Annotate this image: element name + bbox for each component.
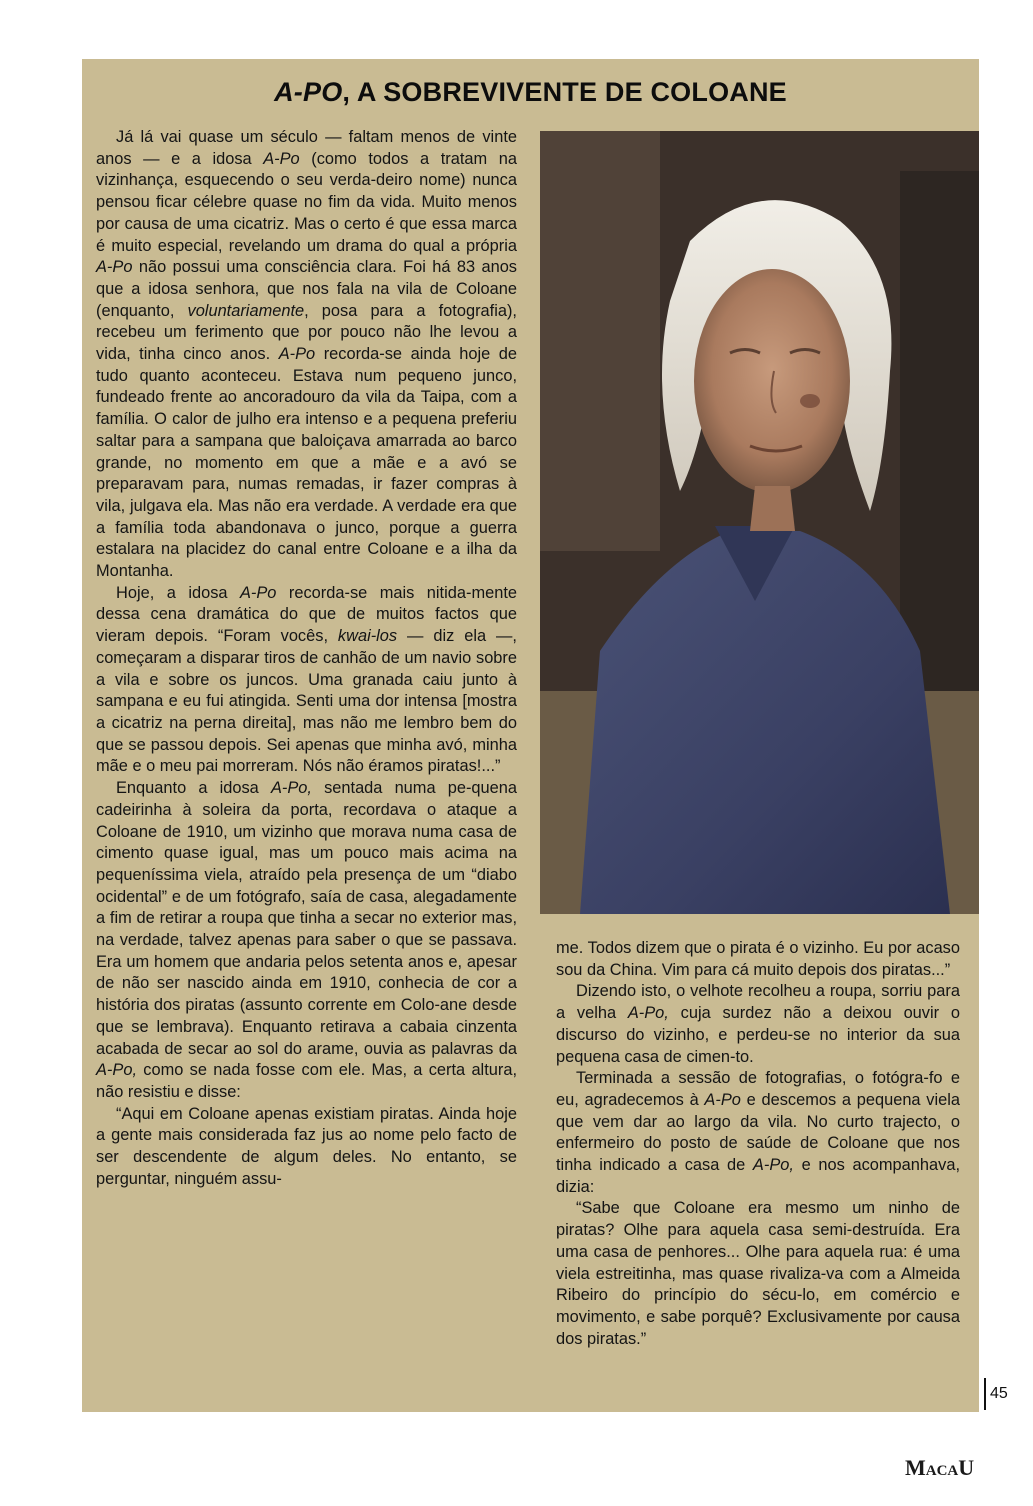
paragraph-text: não possui uma consciência clara. Foi há 83 anos que a idosa senhora, que nos fala na vila de Coloane (enquanto,: [96, 258, 517, 320]
paragraph-text: Terminada a sessão de fotografias, o fotógra-fo e eu, agradecemos à: [556, 1069, 960, 1109]
text-column-right: [556, 938, 960, 1350]
title-rest: , A SOBREVIVENTE DE COLOANE: [342, 77, 787, 107]
italic-name: A-Po,: [96, 1061, 137, 1080]
paragraph-5: me. Todos dizem que o pirata é o vizinho. Eu por acaso sou da China. Vim para cá muito depois dos piratas...”: [556, 939, 960, 979]
italic-name: A-Po: [239, 583, 277, 602]
article-title: [82, 76, 979, 108]
paragraph-text: como se nada fosse com ele. Mas, a certa altura, não resistiu e disse:: [96, 1061, 517, 1101]
paragraph-text: e descemos a pequena viela que vem dar ao largo da vila. No curto trajecto, o enfermeiro do posto de saúde de Coloane que nos tinha indicado a casa de: [556, 1090, 960, 1175]
paragraph-2: [96, 583, 517, 778]
paragraph-text: Dizendo isto, o velhote recolheu a roupa, sorriu para a velha: [556, 982, 960, 1023]
paragraph-text: cuja surdez não a deixou ouvir o discurso do vizinho, e perdeu-se no interior da sua pequena casa de cimen-to.: [556, 1004, 960, 1066]
italic-name: A-Po,: [627, 1004, 669, 1023]
paragraph-text: e nos acompanhava, dizia:: [556, 1156, 960, 1196]
paragraph-text: , posa para a fotografia), recebeu um ferimento que por pouco não lhe levou a vida, tinha cinco anos.: [96, 301, 517, 364]
paragraph-7: [556, 1068, 960, 1198]
italic-word: kwai-los: [337, 627, 398, 646]
italic-name: A-Po: [96, 258, 133, 277]
paragraph-3: [96, 778, 517, 1104]
paragraph-1: [96, 127, 517, 583]
paragraph-text: sentada numa pe-quena cadeirinha à soleira da porta, recordava o ataque a Coloane de 1910, um vizinho que morava numa casa de cimento quase igual, mas um pouco mais acima na pequeníssima viela, atraído pela presença de um “diabo ocidental” e de um fotógrafo, saía de casa, alegadamente a fim de retirar a roupa que tinha a secar no exterior mas, na verdade, talvez apenas para saber o que se passava. Era um homem que andaria pelos setenta anos e, apesar de não ser nascido ainda em 1910, conhecia de cor a história dos piratas (assunto corrente em Colo-ane desde que se lembrava). Enquanto retirava a cabaia cinzenta acabada de secar ao sol do arame, ouvia as palavras da: [96, 779, 517, 1058]
magazine-name: MacaU: [905, 1455, 975, 1480]
paragraph-text: (como todos a tratam na vizinhança, esquecendo o seu verda-deiro nome) nunca pensou ficar célebre quase no fim da vida. Muito menos por causa de uma cicatriz. Mas o certo é que essa marca é muito especial, revelando um drama do qual a própria: [96, 149, 517, 255]
paragraph-text: Já lá vai quase um século — faltam menos de vinte anos — e a idosa: [96, 128, 517, 168]
italic-name: A-Po,: [752, 1156, 794, 1175]
page-number: 45: [984, 1378, 1008, 1410]
paragraph-text: — diz ela —, começaram a disparar tiros de canhão de um navio sobre a vila e sobre os juncos. Uma granada caiu junto à sampana e eu fui atingida. Senti uma dor intensa [mostra a cicatriz na perna direita], mas não me lembro bem do que se passou depois. Sei apenas que minha avó, minha mãe e o meu pai morreram. Nós não éramos piratas!...”: [96, 627, 517, 776]
italic-name: A-Po: [278, 345, 316, 364]
title-italic: A-PO: [274, 77, 343, 107]
paragraph-6: [556, 981, 960, 1068]
italic-word: voluntariamente: [187, 301, 305, 320]
italic-name: A-Po: [263, 149, 300, 168]
paragraph-text: Hoje, a idosa: [116, 583, 240, 602]
paragraph-text: recorda-se ainda hoje de tudo quanto aconteceu. Estava num pequeno junco, fundeado frente ao ancoradouro da vila da Taipa, com a família. O calor de julho era intenso e a pequena preferiu saltar para a sampana que baloiçava amarrada ao barco grande, no momento em que a mãe e a avó se preparavam para, numas remadas, ir fazer compras à vila, julgava ela. Mas não era verdade. A verdade era que a família toda abandonava o junco, porque a guerra estalara na placidez do canal entre Coloane e a ilha da Montanha.: [96, 345, 517, 581]
paragraph-4: “Aqui em Coloane apenas existiam piratas. Ainda hoje a gente mais considerada faz jus ao nome pelo facto de ser descendente de algum deles. No entanto, se perguntar, ninguém assu-: [96, 1104, 517, 1188]
italic-name: A-Po,: [270, 779, 312, 798]
paragraph-text: Enquanto a idosa: [116, 779, 271, 798]
portrait-illustration: [540, 131, 979, 914]
paragraph-text: recorda-se mais nitida-mente dessa cena dramática do que de muitos factos que vieram depois. “Foram vocês,: [96, 583, 517, 646]
paragraph-8: “Sabe que Coloane era mesmo um ninho de piratas? Olhe para aquela casa semi-destruída. Era uma casa de penhores... Olhe para aquela rua: é uma viela estreitinha, mas quase rivaliza-va com a Almeida Ribeiro do princípio do sécu-lo, em comércio e movimento, e sabe porquê? Exclusivamente por causa dos piratas.”: [556, 1199, 960, 1348]
text-column-left: [96, 127, 517, 1190]
portrait-photo: [540, 131, 979, 914]
italic-name: A-Po: [704, 1090, 741, 1109]
